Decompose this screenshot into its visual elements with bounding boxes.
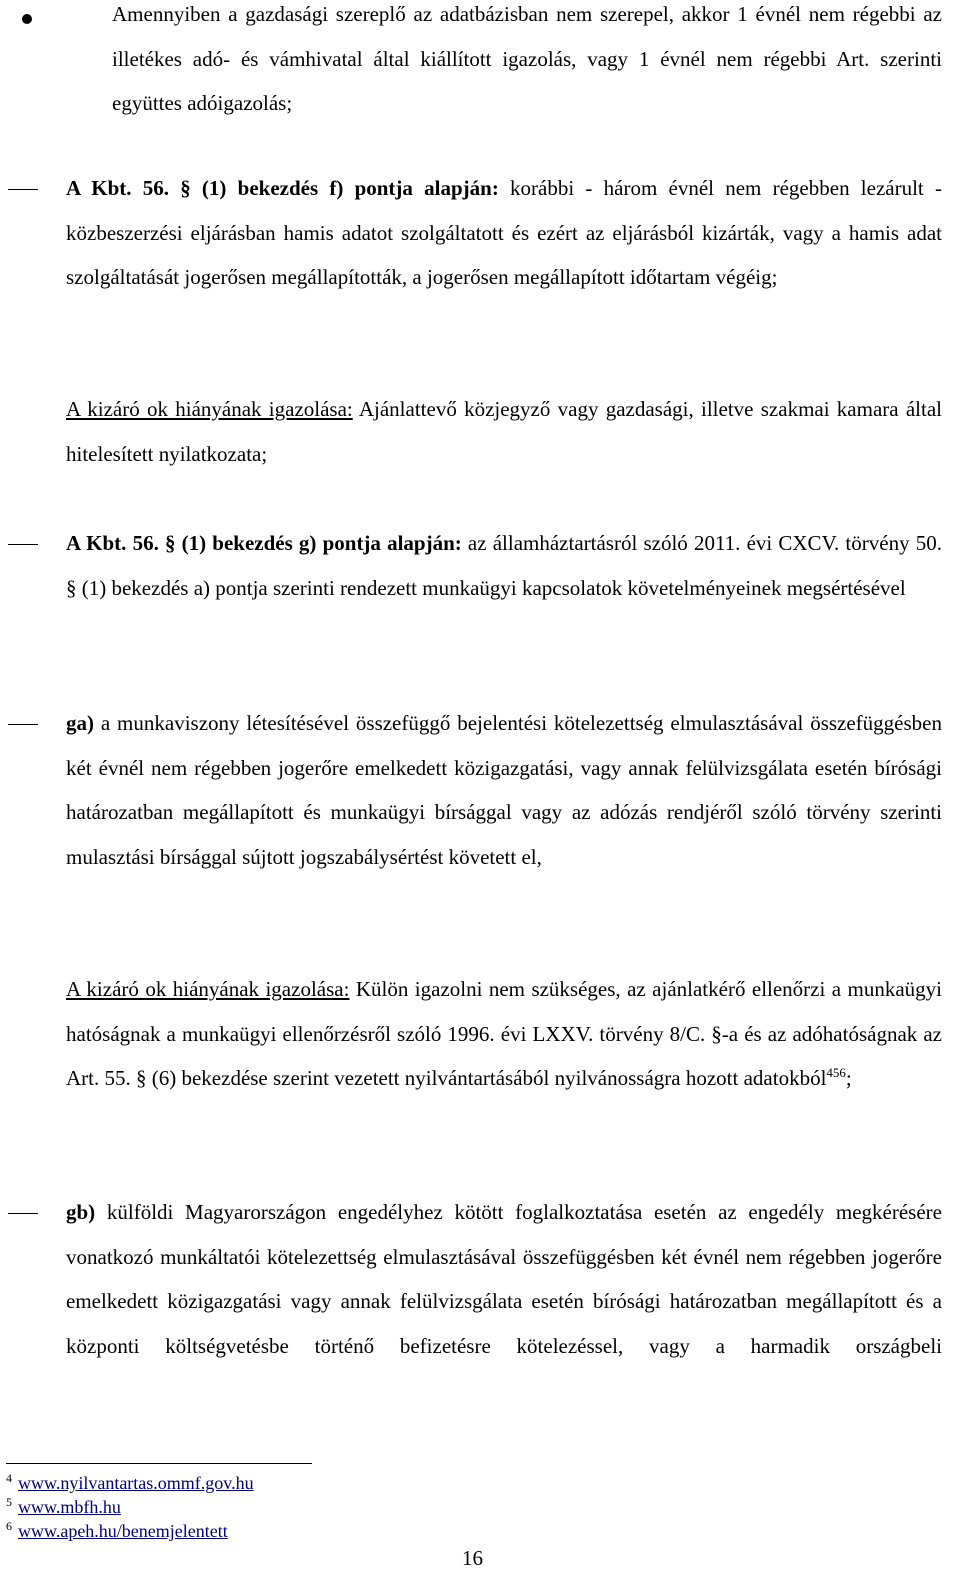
item-label: ga)	[66, 711, 94, 735]
footnote-5	[6, 1495, 121, 1519]
footnote-separator	[6, 1463, 312, 1464]
footnote-number: 4	[6, 1471, 12, 1485]
paragraph: A Kbt. 56. § (1) bekezdés f) pontja alapján: korábbi - három évnél nem régebben lezárult - közbeszerzési eljárásban hamis adatot szolgáltatott és ezért az eljárásból kizárták, vagy a hamis adat szolgáltatását jogerősen megállapították, a jogerősen megállapított időtartam végéig;	[66, 176, 942, 290]
paragraph: A Kbt. 56. § (1) bekezdés g) pontja alapján: az államháztartásról szóló 2011. évi CXCV. törvény 50. § (1) bekezdés a) pontja szerinti rendezett munkaügyi kapcsolatok követelményeinek megsértésével	[66, 531, 942, 600]
footnote-number: 5	[6, 1495, 12, 1509]
section-reference: A Kbt. 56. § (1) bekezdés f) pontja alapján:	[66, 176, 499, 200]
proof-paragraph: A kizáró ok hiányának igazolása: Külön igazolni nem szükséges, az ajánlatkérő ellenőrzi a munkaügyi hatóságnak a munkaügyi ellenőrzésről szóló 1996. évi LXXV. törvény 8/C. §-a és az adóhatóságnak az Art. 55. § (6) bekezdése szerint vezetett nyilvántartásából nyilvánosságra hozott adatokból$^{456}$;	[66, 977, 942, 1091]
footnote-reference[interactable]: 456	[826, 1065, 846, 1081]
footnote-4	[6, 1471, 254, 1495]
footnote-link[interactable]: www.apeh.hu/benemjelentett	[18, 1521, 228, 1541]
paragraph: ga) a munkaviszony létesítésével összefüggő bejelentési kötelezettség elmulasztásával összefüggésben két évnél nem régebben jogerőre emelkedett közigazgatási, vagy annak felülvizsgálata esetén bírósági határozatban megállapított és munkaügyi bírsággal vagy az adózás rendjéről szóló törvény szerinti mulasztási bírsággal sújtott jogszabálysértést követett el,	[66, 711, 942, 870]
footnote-6	[6, 1519, 228, 1543]
footnote-link[interactable]: www.mbfh.hu	[18, 1497, 121, 1517]
footnote-link[interactable]: www.nyilvantartas.ommf.gov.hu	[18, 1473, 254, 1493]
footnote-number: 6	[6, 1519, 12, 1533]
paragraph: Amennyiben a gazdasági szereplő az adatbázisban nem szerepel, akkor 1 évnél nem régebbi az illetékes adó- és vámhivatal által kiállított igazolás, vagy 1 évnél nem régebbi Art. szerinti együttes adóigazolás;	[112, 2, 942, 116]
proof-label: A kizáró ok hiányának igazolása:	[66, 977, 350, 1001]
section-reference: A Kbt. 56. § (1) bekezdés g) pontja alapján:	[66, 531, 462, 555]
item-label: gb)	[66, 1200, 96, 1224]
proof-label: A kizáró ok hiányának igazolása:	[66, 397, 353, 421]
proof-paragraph: A kizáró ok hiányának igazolása: Ajánlattevő közjegyző vagy gazdasági, illetve szakmai kamara által hitelesített nyilatkozata;	[66, 397, 943, 466]
paragraph: gb) külföldi Magyarországon engedélyhez kötött foglalkoztatása esetén az engedély megkérésére vonatkozó munkáltatói kötelezettség elmulasztásával összefüggésben két évnél nem régebben jogerőre emelkedett közigazgatási vagy annak felülvizsgálata esetén bírósági határozatban megállapított és a központi költségvetésbe történő befizetésre kötelezéssel, vagy a harmadik országbeli	[66, 1200, 942, 1359]
page-number: 16	[462, 1546, 483, 1570]
